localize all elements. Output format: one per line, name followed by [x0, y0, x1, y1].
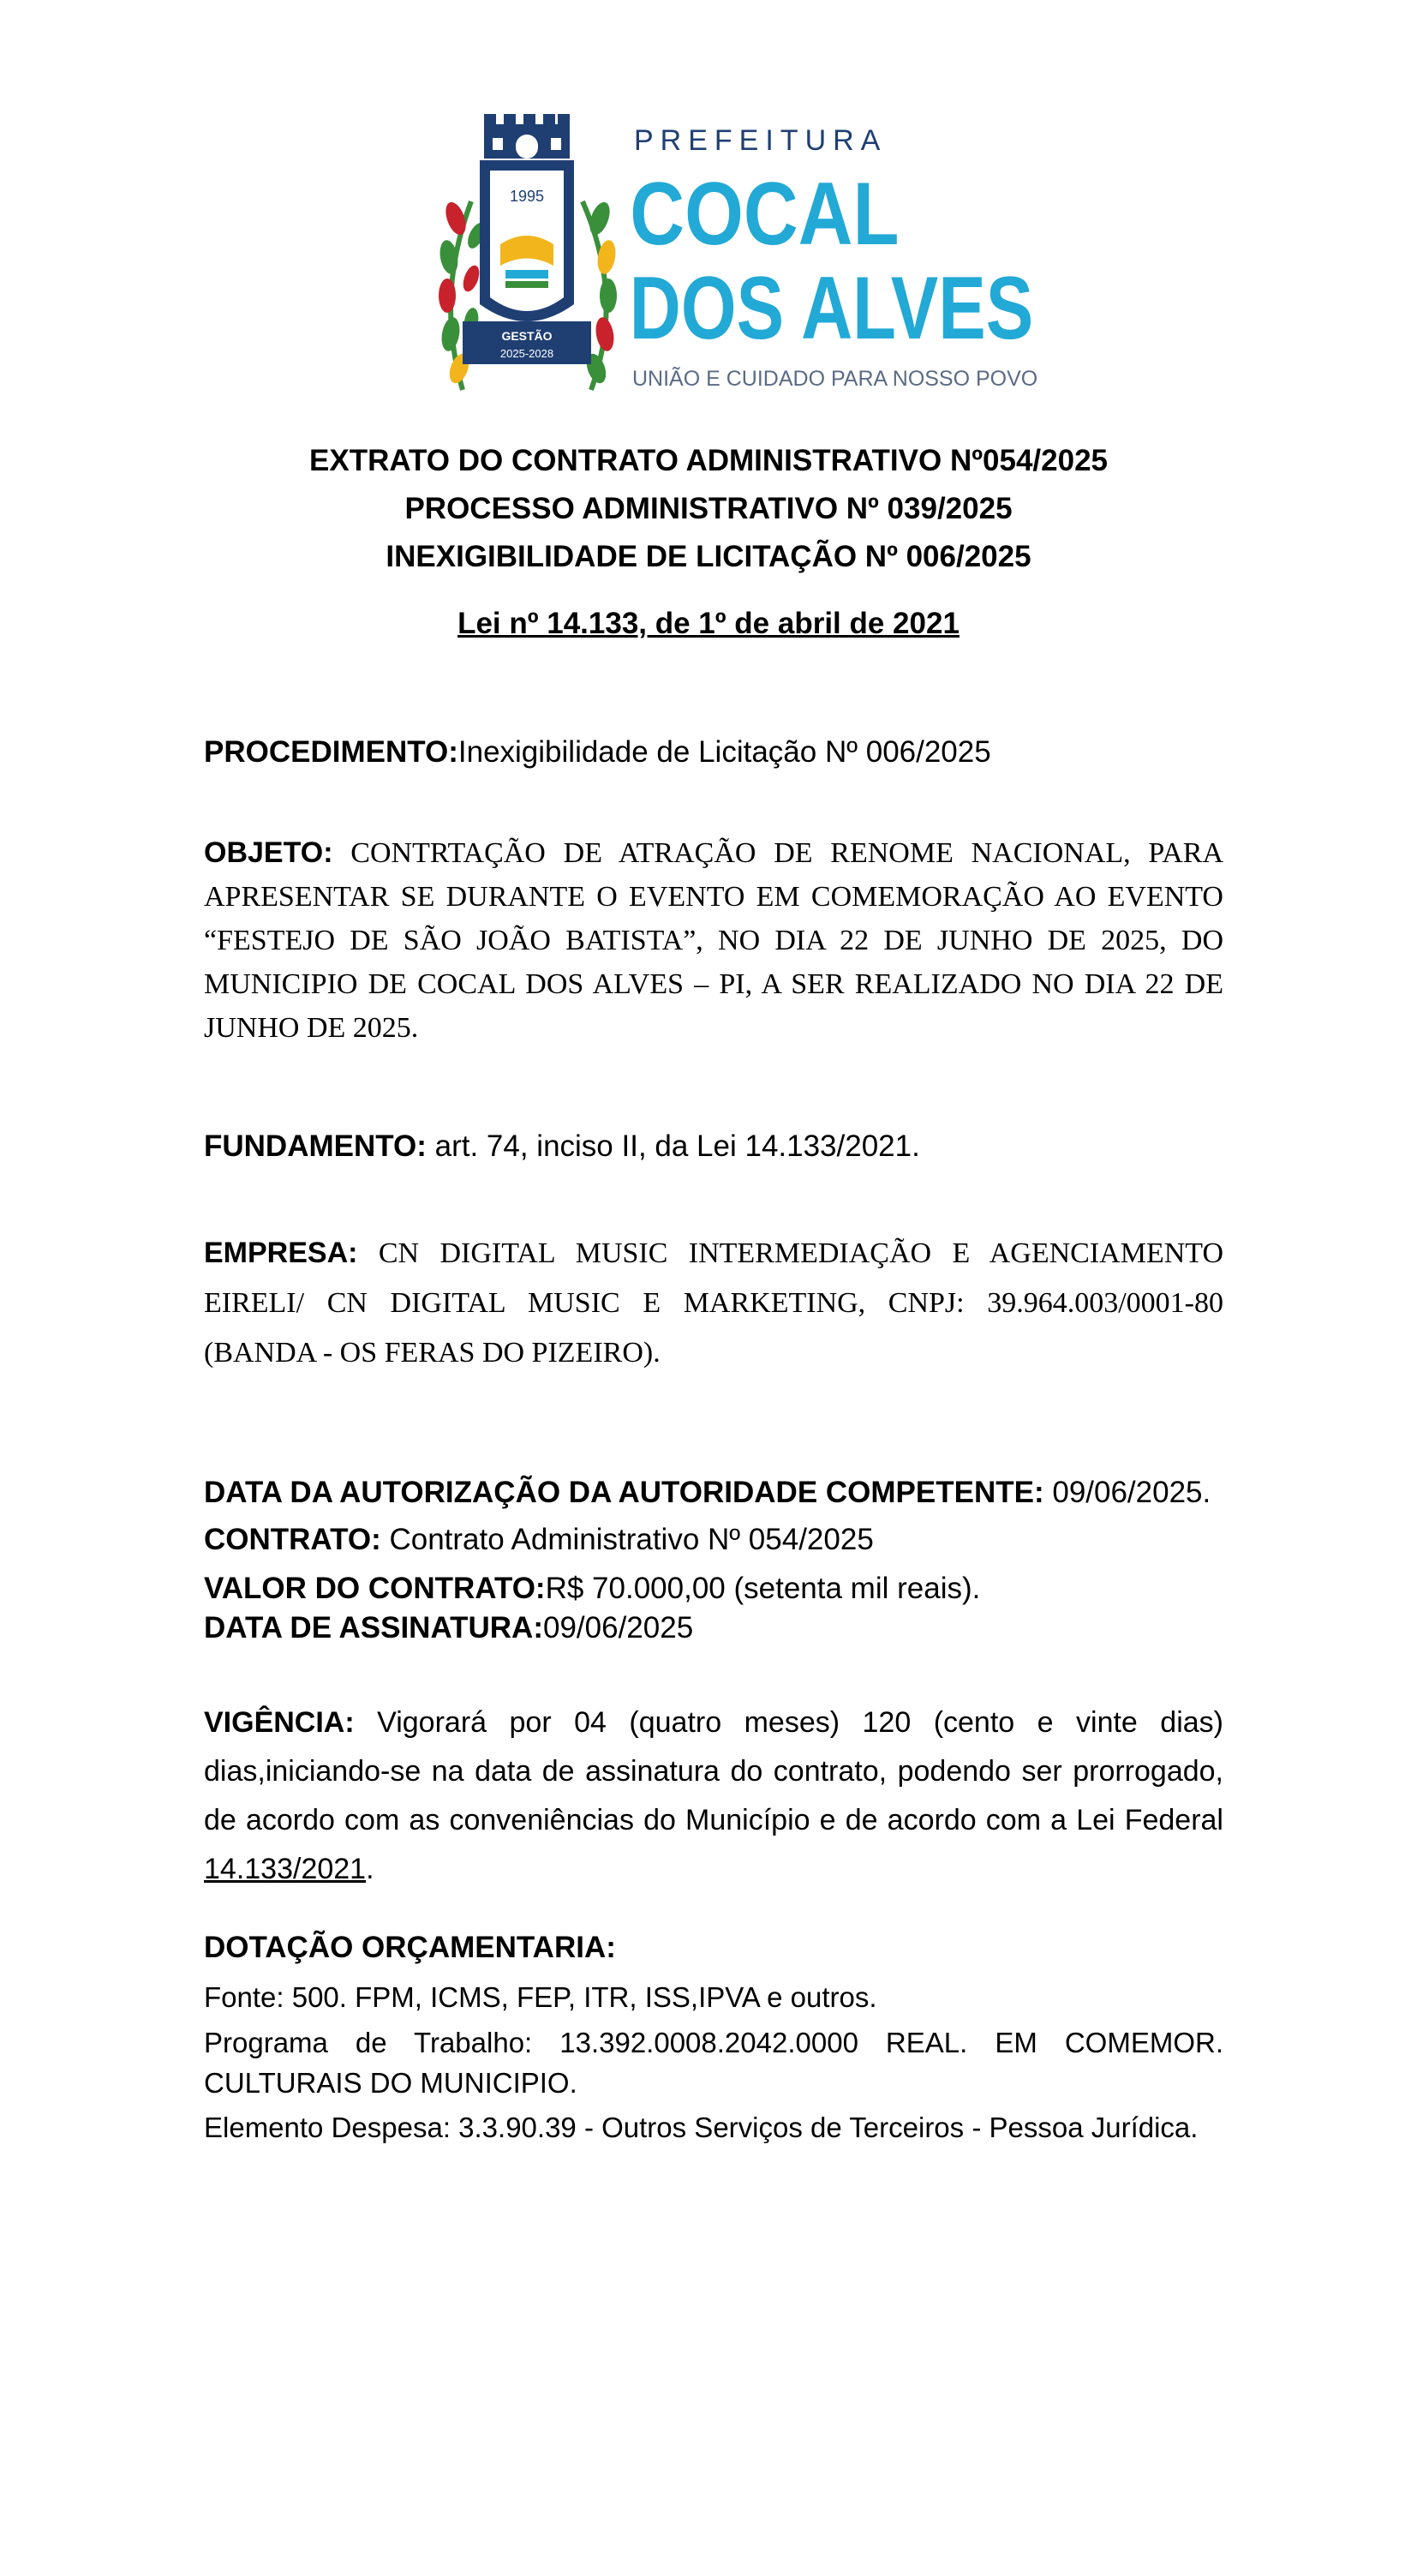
empresa-value: CN DIGITAL MUSIC INTERMEDIAÇÃO E AGENCIAMENTO EIRELI/ CN DIGITAL MUSIC E MARKETING, CNPJ: 39.964.003/0001-80 (BANDA - OS FERAS DO PIZEIRO).: [204, 1237, 1223, 1369]
section-objeto: [204, 831, 1223, 1050]
dotacao-label: [204, 1931, 1223, 1965]
document-heading: [0, 437, 1417, 581]
procedimento-value: Inexigibilidade de Licitação Nº 006/2025: [457, 735, 991, 769]
contrato-value: Contrato Administrativo Nº 054/2025: [380, 1523, 874, 1556]
section-valor: [204, 1572, 1223, 1606]
shield-icon: [480, 160, 574, 321]
contrato-label: CONTRATO:: [204, 1523, 381, 1556]
heading-law-reference: Lei nº 14.133, de 1º de abril de 2021: [457, 607, 960, 640]
autorizacao-label: DATA DA AUTORIZAÇÃO DA AUTORIDADE COMPETENTE:: [204, 1476, 1044, 1509]
assinatura-label: DATA DE ASSINATURA:: [204, 1611, 543, 1644]
section-assinatura: [204, 1611, 1223, 1645]
empresa-label: EMPRESA:: [204, 1237, 358, 1269]
vigencia-value: Vigorará por 04 (quatro meses) 120 (cento e vinte dias) dias,iniciando-se na data de assinatura do contrato, podendo ser prorrogado, de acordo com as conveniências do Município e de acordo com a Lei Federal: [204, 1706, 1223, 1836]
dotacao-fonte: Fonte: 500. FPM, ICMS, FEP, ITR, ISS,IPVA e outros.: [204, 1981, 877, 2013]
dotacao-label-text: DOTAÇÃO ORÇAMENTARIA:: [204, 1931, 616, 1964]
dotacao-elemento: Elemento Despesa: 3.3.90.39 - Outros Serviços de Terceiros - Pessoa Jurídica.: [204, 2112, 1199, 2143]
svg-text:2025-2028: 2025-2028: [499, 347, 554, 360]
fundamento-label: FUNDAMENTO:: [204, 1129, 427, 1163]
logo-name-line1: COCAL: [630, 165, 900, 264]
section-fundamento: [204, 1129, 1223, 1164]
section-contrato: [204, 1523, 1223, 1557]
procedimento-label: PROCEDIMENTO:: [204, 735, 458, 769]
vigencia-law-link[interactable]: 14.133/2021: [204, 1853, 367, 1885]
banner-icon: [463, 321, 591, 364]
logo-prefeitura: PREFEITURA: [634, 124, 888, 157]
heading-contract-number: EXTRATO DO CONTRATO ADMINISTRATIVO Nº054/2025: [309, 444, 1108, 477]
logo-name-line2: DOS ALVES: [629, 258, 1034, 358]
objeto-value: CONTRTAÇÃO DE ATRAÇÃO DE RENOME NACIONAL, PARA APRESENTAR SE DURANTE O EVENTO EM COMEMORAÇÃO AO EVENTO “FESTEJO DE SÃO JOÃO BATISTA”, NO DIA 22 DE JUNHO DE 2025, DO MUNICIPIO DE COCAL DOS ALVES – PI, A SER REALIZADO NO DIA 22 DE JUNHO DE 2025.: [204, 837, 1223, 1044]
assinatura-value: 09/06/2025: [543, 1611, 694, 1644]
valor-label: VALOR DO CONTRATO:: [204, 1572, 546, 1605]
cocal-dos-alves-crest-icon: [437, 107, 1038, 411]
dotacao-programa: Programa de Trabalho: 13.392.0008.2042.0000 REAL. EM COMEMOR. CULTURAIS DO MUNICIPIO.: [204, 2027, 1223, 2099]
section-procedimento: [204, 735, 1223, 770]
svg-text:GESTÃO: GESTÃO: [501, 329, 553, 343]
objeto-label: OBJETO:: [204, 836, 333, 869]
section-vigencia: [204, 1698, 1223, 1894]
svg-text:1995: 1995: [509, 188, 545, 205]
vigencia-end: .: [366, 1853, 374, 1885]
castle-crown-icon: [484, 114, 570, 159]
valor-value: R$ 70.000,00 (setenta mil reais).: [545, 1572, 981, 1605]
section-empresa: [204, 1228, 1223, 1378]
heading-inexigibility-number: INEXIGIBILIDADE DE LICITAÇÃO Nº 006/2025: [386, 540, 1031, 573]
prefeitura-logo: [437, 107, 1038, 411]
section-autorizacao: [204, 1476, 1223, 1510]
vigencia-label: VIGÊNCIA:: [204, 1706, 355, 1739]
logo-slogan: UNIÃO E CUIDADO PARA NOSSO POVO: [632, 367, 1038, 391]
fundamento-value: art. 74, inciso II, da Lei 14.133/2021.: [426, 1129, 920, 1163]
autorizacao-value: 09/06/2025.: [1043, 1476, 1211, 1509]
heading-process-number: PROCESSO ADMINISTRATIVO Nº 039/2025: [404, 492, 1013, 525]
